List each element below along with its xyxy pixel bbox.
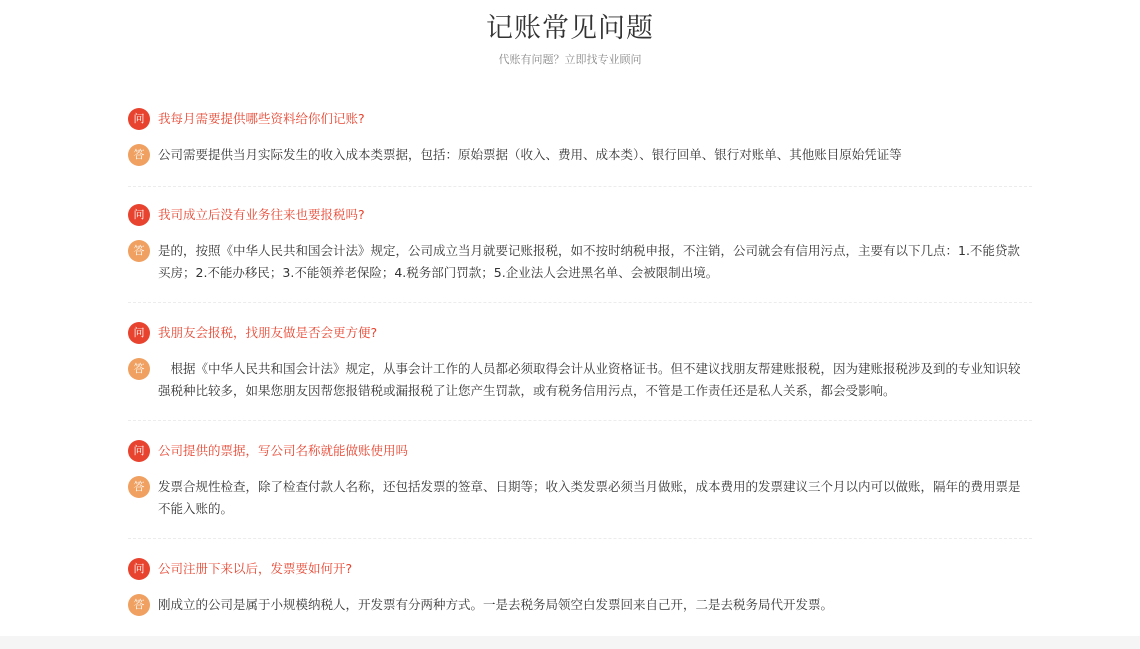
question-badge: 问 [128,322,150,344]
faq-item [128,106,1032,187]
faq-answer: 是的，按照《中华人民共和国会计法》规定，公司成立当月就要记账报税，如不按时纳税申报，不注销，公司就会有信用污点，主要有以下几点：1.不能贷款买房；2.不能办移民；3.不能领养老保险；4.税务部门罚款；5.企业法人会进黑名单、会被限制出境。 [158,243,1020,280]
question-badge: 问 [128,204,150,226]
answer-badge: 答 [128,144,150,166]
faq-answer: 根据《中华人民共和国会计法》规定，从事会计工作的人员都必须取得会计从业资格证书。但不建议找朋友帮建账报税，因为建账报税涉及到的专业知识较强税种比较多，如果您朋友因帮您报错税或漏报税了让您产生罚款，或有税务信用污点，不管是工作责任还是私人关系，都会受影响。 [158,361,1021,398]
answer-badge: 答 [128,240,150,262]
faq-question[interactable]: 公司注册下来以后，发票要如何开? [158,561,353,576]
question-badge: 问 [128,558,150,580]
question-badge: 问 [128,440,150,462]
faq-item [128,556,1032,626]
answer-badge: 答 [128,476,150,498]
faq-question[interactable]: 公司提供的票据，写公司名称就能做账使用吗 [158,443,409,458]
faq-answer: 刚成立的公司是属于小规模纳税人，开发票有分两种方式。一是去税务局领空白发票回来自己开，二是去税务局代开发票。 [158,597,834,612]
faq-question[interactable]: 我朋友会报税，找朋友做是否会更方便? [158,325,378,340]
faq-item [128,320,1032,421]
question-badge: 问 [128,108,150,130]
page-subtitle[interactable]: 代账有问题？立即找专业顾问 [498,53,642,66]
faq-item [128,438,1032,539]
faq-question[interactable]: 我每月需要提供哪些资料给你们记账? [158,111,365,126]
faq-question[interactable]: 我司成立后没有业务往来也要报税吗? [158,207,365,222]
answer-badge: 答 [128,594,150,616]
faq-answer: 发票合规性检查，除了检查付款人名称，还包括发票的签章、日期等；收入类发票必须当月做账，成本费用的发票建议三个月以内可以做账，隔年的费用票是不能入账的。 [158,479,1021,516]
faq-answer: 公司需要提供当月实际发生的收入成本类票据，包括：原始票据（收入、费用、成本类）、银行回单、银行对账单、其他账目原始凭证等 [158,147,902,162]
faq-item [128,202,1032,303]
page-title: 记账常见问题 [486,13,654,44]
answer-badge: 答 [128,358,150,380]
